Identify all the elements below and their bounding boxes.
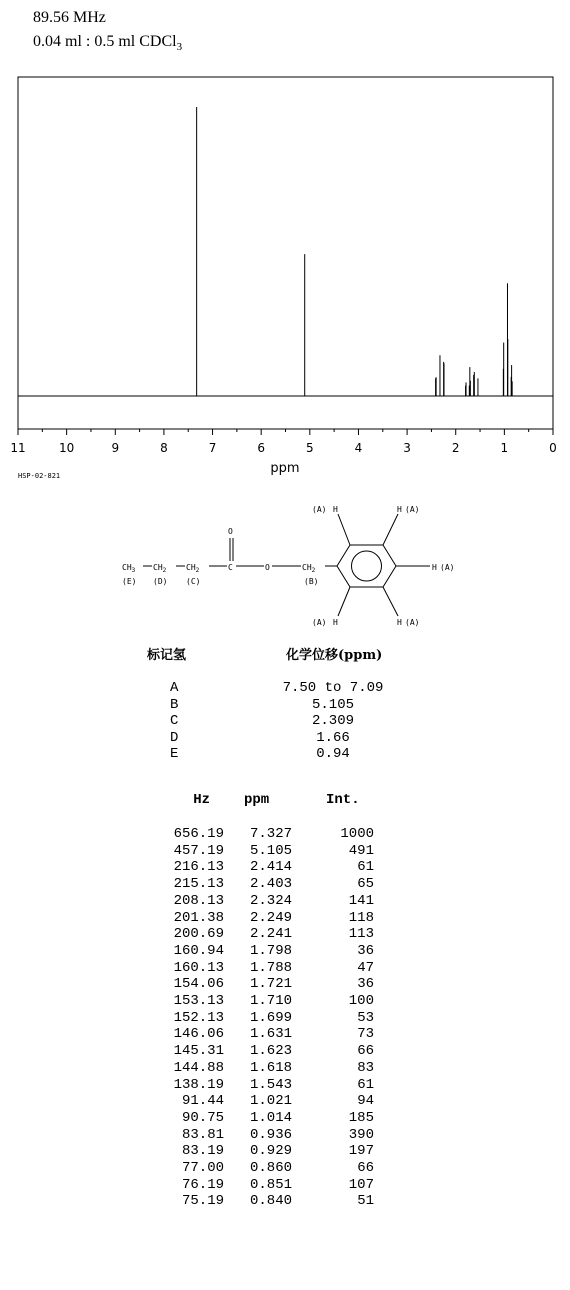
peak-int: 53 [357,1009,374,1026]
peak-hz: 200.69 [173,926,224,943]
peak-ppm: 0.929 [249,1143,292,1160]
peak-hz: 83.81 [181,1126,224,1143]
peak-int: 66 [357,1043,374,1060]
peak-int: 185 [348,1109,374,1126]
peak-hz: 153.13 [173,993,224,1009]
peak-hz: 146.06 [173,1026,224,1043]
spectrum-code: HSP-02-821 [18,472,61,480]
peak-ppm: 1.710 [249,993,292,1009]
x-tick-label: 2 [451,441,460,455]
peak-header-int: Int. [326,792,360,808]
peak-ppm: 1.021 [249,1093,292,1110]
x-tick-label: 1 [500,441,509,455]
label-b: (B) [304,577,319,586]
solvent-subscript: 3 [176,41,183,53]
peak-int: 61 [357,859,374,876]
bond-h-bottom-left [338,587,350,616]
peak-hz: 656.19 [173,826,224,842]
peak-int: 36 [357,976,374,993]
peak-int: 390 [348,1126,374,1143]
atom-h-bottom-left: H [333,618,338,627]
peak-ppm: 1.623 [249,1043,292,1060]
x-tick-label: 5 [305,441,314,455]
atom-ch3: $CH_3$ [122,563,136,574]
peak-ppm: 1.618 [249,1059,292,1076]
label-a-bottom-right: (A) [405,618,420,627]
label-a-right: (A) [440,563,455,572]
atom-ch2-b: $CH_2$ [302,563,316,574]
spectrum-header [33,6,182,54]
x-tick-label: 0 [549,441,557,455]
peak-int: 107 [348,1176,374,1193]
atom-ester-o: O [265,563,270,572]
peak-hz: 160.13 [173,959,224,976]
shift-row-value: 7.50 to 7.09 [282,680,384,696]
peak-header-hz: Hz [193,792,210,808]
shift-row-value: 1.66 [316,729,350,746]
shift-row-value: 5.105 [311,696,354,713]
label-e: (E) [122,577,137,586]
x-axis-tick-labels [10,441,556,455]
peak-int: 491 [348,842,374,859]
atom-carbonyl-o: O [228,527,233,536]
peak-int: 113 [348,926,374,943]
spectrometer-frequency: 89.56 MHz [33,9,106,26]
x-tick-label: 3 [403,441,411,455]
peak-hz: 154.06 [173,976,224,993]
shift-row-label: E [170,746,179,762]
peak-int: 51 [357,1193,374,1210]
x-tick-label: 4 [354,441,363,455]
atom-ch2-d: $CH_2$ [153,563,167,574]
peak-int: 100 [348,993,374,1009]
peak-hz: 215.13 [173,876,224,893]
peak-ppm: 2.249 [249,909,292,926]
peak-int: 73 [357,1026,374,1043]
peak-hz: 145.31 [173,1043,224,1060]
atom-h-top-left: H [333,505,338,514]
label-d: (D) [153,577,168,586]
x-axis-label: ppm [270,461,300,476]
peak-ppm: 2.403 [249,876,292,893]
peak-ppm: 2.414 [249,859,292,876]
peak-int: 1000 [340,826,374,842]
peak-int: 94 [357,1093,374,1110]
x-tick-label: 9 [111,441,120,455]
nmr-spectrum-chart [0,72,570,482]
shift-header-shift: 化学位移(ppm) [286,648,383,663]
peak-int: 118 [348,909,374,926]
peak-hz: 90.75 [181,1109,224,1126]
atom-carbonyl-c: C [228,563,233,572]
atom-h-right: H [432,563,437,572]
peak-header-ppm: ppm [244,792,270,808]
x-axis-ticks [18,429,553,435]
peak-hz: 75.19 [181,1193,224,1210]
peak-ppm: 1.699 [249,1009,292,1026]
shift-row-label: B [170,696,179,713]
bond-h-top-left [338,514,350,545]
peak-ppm: 0.936 [249,1126,292,1143]
peak-ppm: 1.014 [249,1109,292,1126]
peak-ppm: 0.851 [249,1176,292,1193]
plot-frame [18,77,553,429]
peak-hz: 208.13 [173,892,224,909]
peak-hz: 457.19 [173,842,224,859]
peak-ppm: 1.543 [249,1076,292,1093]
shift-row-label: C [170,713,179,729]
molecule-structure [0,494,570,674]
peak-ppm: 2.324 [249,892,292,909]
peak-int: 66 [357,1160,374,1176]
peak-hz: 83.19 [181,1143,224,1160]
x-tick-label: 10 [58,441,75,455]
shift-header-label: 标记氢 [147,648,187,663]
peak-ppm: 5.105 [249,842,292,859]
peak-int: 61 [357,1076,374,1093]
shift-row-label: A [170,680,179,696]
peak-int: 83 [357,1059,374,1076]
atom-h-bottom-right: H [397,618,402,627]
label-a-top-left: (A) [312,505,327,514]
x-tick-label: 6 [257,441,266,455]
benzene-aromatic-circle [352,551,382,581]
peak-ppm: 7.327 [249,826,292,842]
peak-hz: 152.13 [173,1009,224,1026]
x-tick-label: 8 [160,441,168,455]
peak-ppm: 2.241 [249,926,292,943]
peak-int: 47 [357,959,374,976]
peak-hz: 144.88 [173,1059,224,1076]
peak-hz: 91.44 [181,1093,224,1110]
peak-int: 65 [357,876,374,893]
peak-hz: 77.00 [181,1160,224,1176]
peak-ppm: 0.860 [249,1160,292,1176]
bond-h-top-right [383,514,398,545]
peak-hz: 160.94 [173,942,224,959]
label-a-top-right: (A) [405,505,420,514]
label-a-bottom-left: (A) [312,618,327,627]
atom-h-top-right: H [397,505,402,514]
shift-row-value: 2.309 [311,713,354,729]
peak-hz: 216.13 [173,859,224,876]
shift-row-label: D [170,729,179,746]
peak-int: 141 [348,892,374,909]
peak-ppm: 0.840 [249,1193,292,1210]
solvent-text: 0.04 ml : 0.5 ml CDCl [33,33,177,50]
peak-hz: 76.19 [181,1176,224,1193]
peak-hz: 201.38 [173,909,224,926]
bond-h-bottom-right [383,587,398,616]
shift-row-value: 0.94 [316,746,350,762]
x-tick-label: 11 [10,441,26,455]
peak-ppm: 1.721 [249,976,292,993]
x-tick-label: 7 [208,441,217,455]
atom-ch2-c: $CH_2$ [186,563,200,574]
label-c: (C) [186,577,201,586]
peak-hz: 138.19 [173,1076,224,1093]
peak-group [197,107,513,396]
peak-int: 36 [357,942,374,959]
sample-solvent [33,30,182,54]
peak-int: 197 [348,1143,374,1160]
peak-ppm: 1.631 [249,1026,292,1043]
peak-ppm: 1.788 [249,959,292,976]
peak-ppm: 1.798 [249,942,292,959]
